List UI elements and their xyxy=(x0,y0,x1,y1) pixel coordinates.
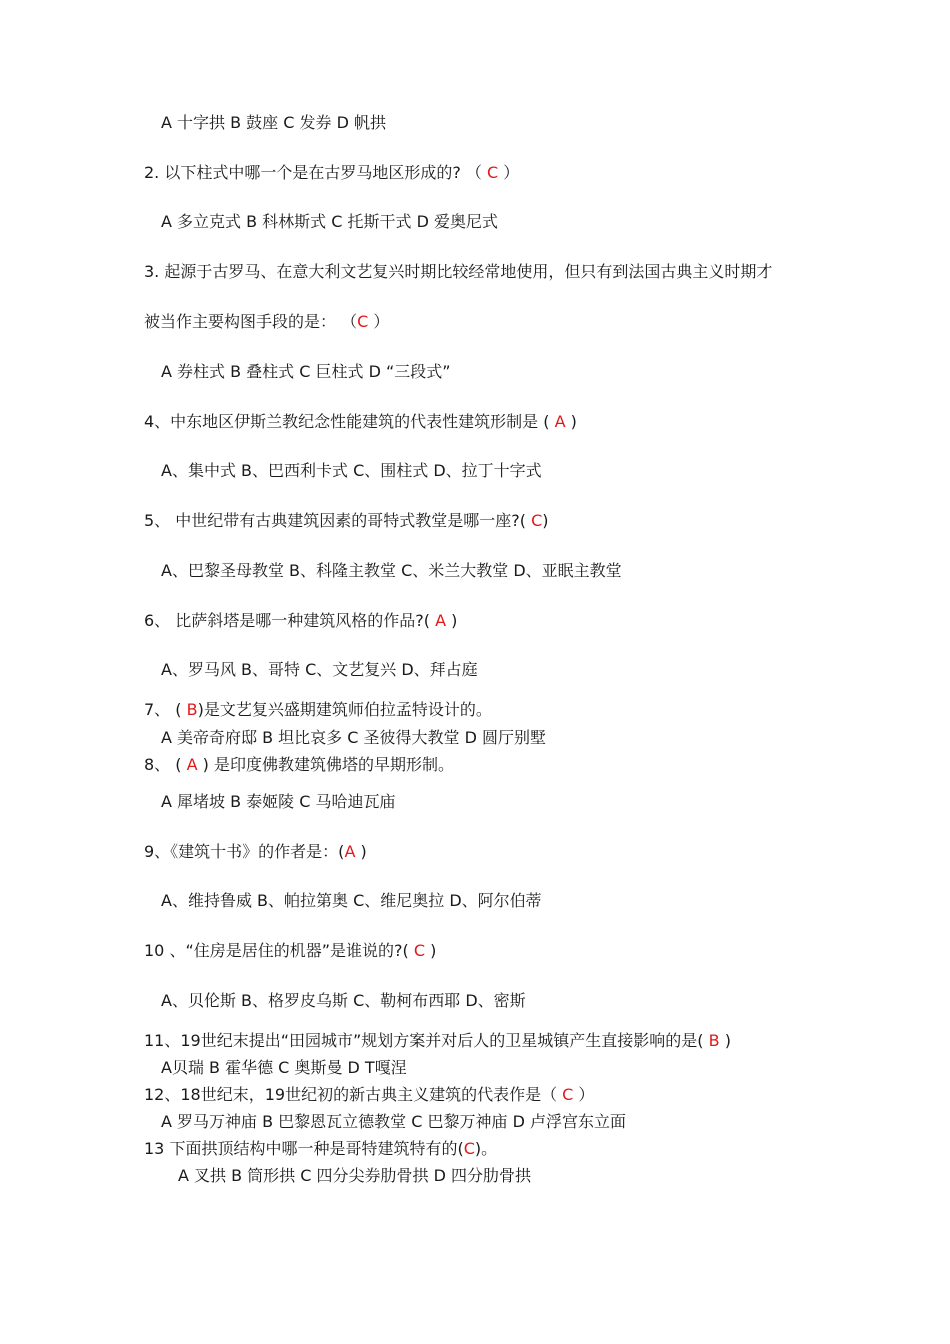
q7-options: A 美帝奇府邸 B 坦比哀多 C 圣彼得大教堂 D 圆厅别墅 xyxy=(161,728,547,747)
q6-options: A、罗马风 B、哥特 C、文艺复兴 D、拜占庭 xyxy=(161,660,478,679)
q10-question: 10 、“住房是居住的机器”是谁说的?( C ) xyxy=(144,941,437,960)
q6-question: 6、 比萨斜塔是哪一种建筑风格的作品?( A ) xyxy=(144,611,458,630)
q9-question: 9、《建筑十书》的作者是：(A ) xyxy=(144,842,367,861)
answer-q11: B xyxy=(708,1031,720,1050)
q4-question: 4、中东地区伊斯兰教纪念性能建筑的代表性建筑形制是 ( A ) xyxy=(144,412,577,431)
q10-options: A、贝伦斯 B、格罗皮乌斯 C、勒柯布西耶 D、密斯 xyxy=(161,991,526,1010)
answer-q4: A xyxy=(554,412,566,431)
q2-options: A 多立克式 B 科林斯式 C 托斯干式 D 爱奥尼式 xyxy=(161,212,499,231)
answer-q6: A xyxy=(435,611,447,630)
q8-options: A 犀堵坡 B 泰姬陵 C 马哈迪瓦庙 xyxy=(161,792,396,811)
q13-question: 13 下面拱顶结构中哪一种是哥特建筑特有的(C)。 xyxy=(144,1139,498,1158)
q11-question: 11、19世纪末提出“田园城市”规划方案并对后人的卫星城镇产生直接影响的是( B ) xyxy=(144,1031,731,1050)
q13-options: A 叉拱 B 筒形拱 C 四分尖券肋骨拱 D 四分肋骨拱 xyxy=(178,1166,532,1185)
answer-q5: C xyxy=(531,511,543,530)
q8-question: 8、 ( A ) 是印度佛教建筑佛塔的早期形制。 xyxy=(144,755,454,774)
q3-question-line2: 被当作主要构图手段的是： （C ） xyxy=(144,312,390,331)
q2-question: 2. 以下柱式中哪一个是在古罗马地区形成的? （ C ） xyxy=(144,163,520,182)
q9-options: A、维持鲁威 B、帕拉第奥 C、维尼奥拉 D、阿尔伯蒂 xyxy=(161,891,542,910)
q11-options: A贝瑞 B 霍华德 C 奥斯曼 D T嘎涅 xyxy=(161,1058,407,1077)
answer-q12: C xyxy=(562,1085,574,1104)
q12-question: 12、18世纪末，19世纪初的新古典主义建筑的代表作是（ C ） xyxy=(144,1085,595,1104)
q5-question: 5、 中世纪带有古典建筑因素的哥特式教堂是哪一座?( C) xyxy=(144,511,549,530)
q5-options: A、巴黎圣母教堂 B、科隆主教堂 C、米兰大教堂 D、亚眠主教堂 xyxy=(161,561,622,580)
answer-q2: C xyxy=(487,163,499,182)
answer-q9: A xyxy=(344,842,356,861)
answer-q10: C xyxy=(413,941,426,960)
q3-question-line1: 3. 起源于古罗马、在意大利文艺复兴时期比较经常地使用，但只有到法国古典主义时期才 xyxy=(144,262,773,281)
answer-q13: C xyxy=(463,1139,475,1158)
q1-options: A 十字拱 B 鼓座 C 发券 D 帆拱 xyxy=(161,113,387,132)
q7-question: 7、 ( B)是文艺复兴盛期建筑师伯拉孟特设计的。 xyxy=(144,700,492,719)
answer-q7: B xyxy=(186,700,198,719)
q12-options: A 罗马万神庙 B 巴黎恩瓦立德教堂 C 巴黎万神庙 D 卢浮宫东立面 xyxy=(161,1112,627,1131)
answer-q3: C xyxy=(357,312,369,331)
q4-options: A、集中式 B、巴西利卡式 C、围柱式 D、拉丁十字式 xyxy=(161,461,542,480)
answer-q8: A xyxy=(186,755,198,774)
q3-options: A 券柱式 B 叠柱式 C 巨柱式 D “三段式” xyxy=(161,362,451,381)
